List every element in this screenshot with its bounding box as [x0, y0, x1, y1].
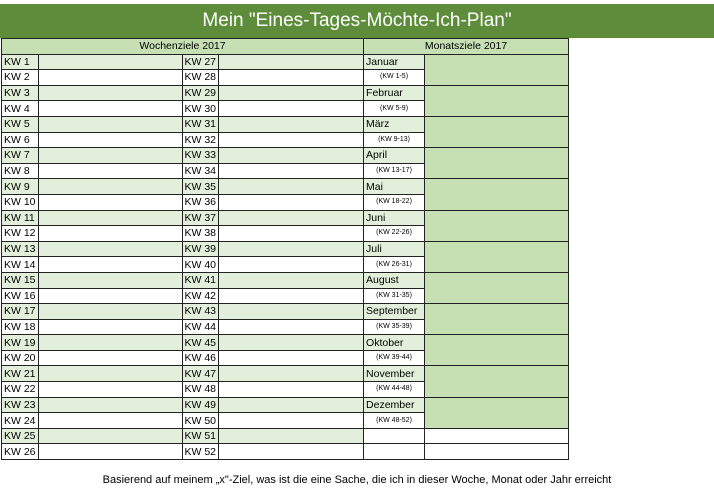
month-name: Januar	[364, 54, 425, 70]
week-label: KW 31	[182, 116, 219, 132]
week-goal-cell[interactable]	[219, 116, 364, 132]
week-label: KW 51	[182, 428, 219, 444]
table-row	[2, 54, 569, 70]
table-row	[2, 272, 569, 288]
week-goal-cell[interactable]	[38, 226, 182, 242]
week-goal-cell[interactable]	[38, 194, 182, 210]
week-label: KW 30	[182, 101, 219, 117]
month-range: (KW 22-26)	[364, 226, 425, 242]
week-label: KW 34	[182, 163, 219, 179]
week-label: KW 24	[2, 413, 39, 429]
footer-note: Basierend auf meinem „x"-Ziel, was ist die eine Sache, die ich in dieser Woche, Monat oder Jahr erreicht	[102, 474, 612, 486]
week-goal-cell[interactable]	[219, 148, 364, 164]
week-goal-cell[interactable]	[38, 132, 182, 148]
table-row	[2, 366, 569, 382]
week-label: KW 6	[2, 132, 39, 148]
month-goal-cell[interactable]	[425, 397, 569, 428]
week-goal-cell[interactable]	[38, 304, 182, 320]
month-range: (KW 39-44)	[364, 350, 425, 366]
table-row	[2, 335, 569, 351]
month-goal-cell[interactable]	[425, 304, 569, 335]
month-range: (KW 18-22)	[364, 194, 425, 210]
week-goal-cell[interactable]	[219, 179, 364, 195]
week-goal-cell[interactable]	[219, 226, 364, 242]
week-label: KW 45	[182, 335, 219, 351]
week-label: KW 36	[182, 194, 219, 210]
week-label: KW 16	[2, 288, 39, 304]
week-goal-cell[interactable]	[219, 335, 364, 351]
week-goal-cell[interactable]	[219, 350, 364, 366]
month-name: Oktober	[364, 335, 425, 351]
header-row	[2, 39, 569, 55]
week-goal-cell[interactable]	[38, 54, 182, 70]
week-label: KW 4	[2, 101, 39, 117]
week-label: KW 50	[182, 413, 219, 429]
week-label: KW 3	[2, 85, 39, 101]
month-goal-cell[interactable]	[425, 272, 569, 303]
week-label: KW 44	[182, 319, 219, 335]
week-label: KW 40	[182, 257, 219, 273]
month-name: August	[364, 272, 425, 288]
week-goal-cell[interactable]	[219, 382, 364, 398]
week-label: KW 23	[2, 397, 39, 413]
week-label: KW 11	[2, 210, 39, 226]
month-name: November	[364, 366, 425, 382]
month-goal-cell[interactable]	[425, 241, 569, 272]
empty-cell	[425, 444, 569, 460]
month-range: (KW 26-31)	[364, 257, 425, 273]
week-goal-cell[interactable]	[219, 366, 364, 382]
empty-cell	[364, 444, 425, 460]
empty-cell	[364, 428, 425, 444]
week-label: KW 41	[182, 272, 219, 288]
week-goal-cell[interactable]	[38, 319, 182, 335]
page-title: Mein "Eines-Tages-Möchte-Ich-Plan"	[0, 4, 714, 38]
month-range: (KW 44-48)	[364, 382, 425, 398]
month-goal-cell[interactable]	[425, 210, 569, 241]
week-goal-cell[interactable]	[38, 444, 182, 460]
week-label: KW 14	[2, 257, 39, 273]
week-goal-cell[interactable]	[38, 257, 182, 273]
week-goal-cell[interactable]	[38, 272, 182, 288]
week-goal-cell[interactable]	[219, 319, 364, 335]
week-label: KW 29	[182, 85, 219, 101]
week-goal-cell[interactable]	[219, 54, 364, 70]
table-row	[2, 304, 569, 320]
week-goal-cell[interactable]	[38, 382, 182, 398]
week-goal-cell[interactable]	[219, 70, 364, 86]
week-label: KW 2	[2, 70, 39, 86]
week-label: KW 7	[2, 148, 39, 164]
weekly-goals-header: Wochenziele 2017	[2, 39, 364, 55]
month-range: (KW 5-9)	[364, 101, 425, 117]
week-label: KW 32	[182, 132, 219, 148]
month-name: April	[364, 148, 425, 164]
table-row	[2, 179, 569, 195]
week-label: KW 18	[2, 319, 39, 335]
week-goal-cell[interactable]	[38, 413, 182, 429]
week-label: KW 46	[182, 350, 219, 366]
week-label: KW 1	[2, 54, 39, 70]
month-name: Juni	[364, 210, 425, 226]
week-label: KW 48	[182, 382, 219, 398]
week-label: KW 19	[2, 335, 39, 351]
month-range: (KW 48-52)	[364, 413, 425, 429]
week-label: KW 12	[2, 226, 39, 242]
week-label: KW 20	[2, 350, 39, 366]
week-goal-cell[interactable]	[38, 179, 182, 195]
month-name: Dezember	[364, 397, 425, 413]
empty-cell	[425, 428, 569, 444]
table-row	[2, 444, 569, 460]
week-goal-cell[interactable]	[38, 428, 182, 444]
week-label: KW 42	[182, 288, 219, 304]
week-goal-cell[interactable]	[38, 288, 182, 304]
table-row	[2, 85, 569, 101]
week-label: KW 33	[182, 148, 219, 164]
week-label: KW 22	[2, 382, 39, 398]
week-goal-cell[interactable]	[38, 335, 182, 351]
month-range: (KW 35-39)	[364, 319, 425, 335]
month-range: (KW 9-13)	[364, 132, 425, 148]
week-label: KW 21	[2, 366, 39, 382]
week-goal-cell[interactable]	[38, 85, 182, 101]
month-goal-cell[interactable]	[425, 116, 569, 147]
week-label: KW 5	[2, 116, 39, 132]
week-label: KW 15	[2, 272, 39, 288]
week-label: KW 9	[2, 179, 39, 195]
month-goal-cell[interactable]	[425, 179, 569, 210]
week-goal-cell[interactable]	[219, 241, 364, 257]
week-goal-cell[interactable]	[219, 101, 364, 117]
month-name: Februar	[364, 85, 425, 101]
week-goal-cell[interactable]	[38, 350, 182, 366]
table-row	[2, 397, 569, 413]
month-goal-cell[interactable]	[425, 335, 569, 366]
month-range: (KW 1-5)	[364, 70, 425, 86]
week-goal-cell[interactable]	[219, 413, 364, 429]
week-goal-cell[interactable]	[219, 272, 364, 288]
week-label: KW 17	[2, 304, 39, 320]
month-name: Mai	[364, 179, 425, 195]
month-range: (KW 13-17)	[364, 163, 425, 179]
week-goal-cell[interactable]	[219, 85, 364, 101]
week-label: KW 43	[182, 304, 219, 320]
table-row	[2, 428, 569, 444]
plan-table	[1, 38, 569, 460]
week-goal-cell[interactable]	[38, 148, 182, 164]
month-goal-cell[interactable]	[425, 85, 569, 116]
week-label: KW 10	[2, 194, 39, 210]
week-label: KW 47	[182, 366, 219, 382]
week-goal-cell[interactable]	[219, 132, 364, 148]
table-row	[2, 210, 569, 226]
table-row	[2, 241, 569, 257]
week-goal-cell[interactable]	[219, 194, 364, 210]
week-goal-cell[interactable]	[38, 366, 182, 382]
table-row	[2, 148, 569, 164]
week-goal-cell[interactable]	[38, 70, 182, 86]
month-goal-cell[interactable]	[425, 54, 569, 85]
month-name: Juli	[364, 241, 425, 257]
week-goal-cell[interactable]	[38, 241, 182, 257]
month-goal-cell[interactable]	[425, 148, 569, 179]
week-goal-cell[interactable]	[38, 116, 182, 132]
week-label: KW 35	[182, 179, 219, 195]
month-goal-cell[interactable]	[425, 366, 569, 397]
month-name: März	[364, 116, 425, 132]
week-label: KW 38	[182, 226, 219, 242]
week-goal-cell[interactable]	[219, 304, 364, 320]
week-label: KW 25	[2, 428, 39, 444]
week-label: KW 49	[182, 397, 219, 413]
week-label: KW 27	[182, 54, 219, 70]
table-row	[2, 116, 569, 132]
week-label: KW 52	[182, 444, 219, 460]
monthly-goals-header: Monatsziele 2017	[364, 39, 569, 55]
month-range: (KW 31-35)	[364, 288, 425, 304]
week-goal-cell[interactable]	[38, 163, 182, 179]
week-label: KW 37	[182, 210, 219, 226]
week-goal-cell[interactable]	[38, 101, 182, 117]
week-goal-cell[interactable]	[38, 210, 182, 226]
week-goal-cell[interactable]	[219, 428, 364, 444]
week-label: KW 8	[2, 163, 39, 179]
week-goal-cell[interactable]	[38, 397, 182, 413]
week-goal-cell[interactable]	[219, 257, 364, 273]
week-label: KW 28	[182, 70, 219, 86]
week-goal-cell[interactable]	[219, 288, 364, 304]
week-goal-cell[interactable]	[219, 397, 364, 413]
week-label: KW 13	[2, 241, 39, 257]
week-goal-cell[interactable]	[219, 163, 364, 179]
week-label: KW 39	[182, 241, 219, 257]
week-goal-cell[interactable]	[219, 444, 364, 460]
month-name: September	[364, 304, 425, 320]
week-label: KW 26	[2, 444, 39, 460]
week-goal-cell[interactable]	[219, 210, 364, 226]
